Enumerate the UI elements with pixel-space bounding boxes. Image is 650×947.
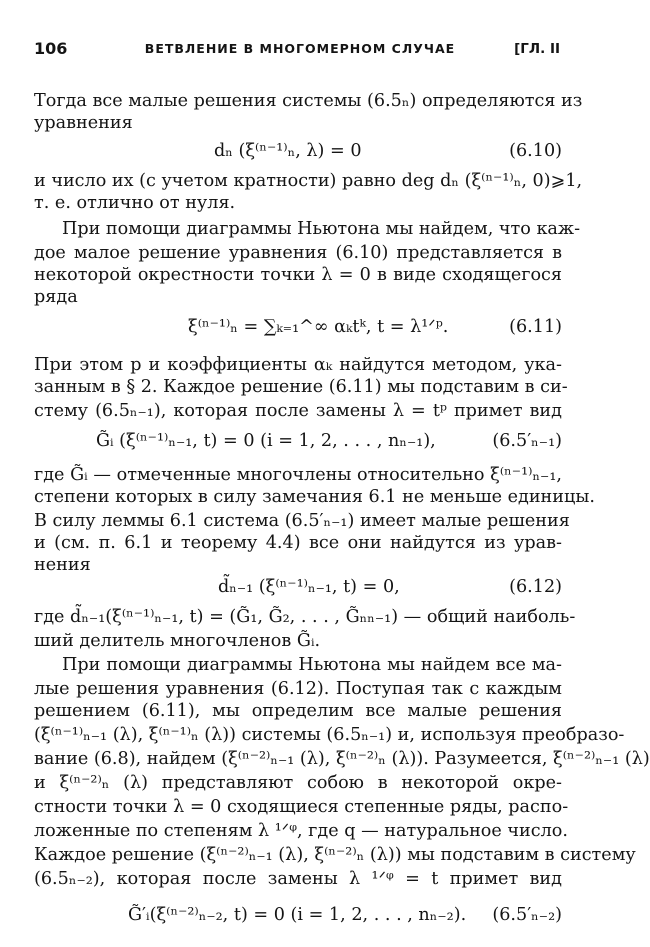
text-line: некоторой окрестности точки λ = 0 в виде сходящегося xyxy=(34,265,562,285)
text-line: ложенные по степеням λ ¹ᐟᵠ, где q — натуральное число. xyxy=(34,821,568,841)
equation-number: (6.5′ₙ₋₁) xyxy=(492,431,562,451)
text-line: где d̃ₙ₋₁(ξ⁽ⁿ⁻¹⁾ₙ₋₁, t) = (G̃₁, G̃₂, . . . , G̃ₙₙ₋₁) — общий наиболь- xyxy=(34,607,576,627)
text-line: лые решения уравнения (6.12). Поступая так с каждым xyxy=(34,679,562,699)
equation-6-5-n-2 xyxy=(0,902,600,928)
equation-number: (6.10) xyxy=(509,141,562,161)
equation-number: (6.12) xyxy=(509,577,562,597)
text-line: степени которых в силу замечания 6.1 не меньше единицы. xyxy=(34,487,595,507)
text-line: При помощи диаграммы Ньютона мы найдем все ма- xyxy=(62,655,562,675)
text-line: (6.5ₙ₋₂), которая после замены λ ¹ᐟᵠ = t примет вид xyxy=(34,869,562,889)
equation-6-5-n-1 xyxy=(0,428,600,454)
equation-body: d̃ₙ₋₁ (ξ⁽ⁿ⁻¹⁾ₙ₋₁, t) = 0, xyxy=(218,577,400,597)
text-line: Тогда все малые решения системы (6.5ₙ) определяются из xyxy=(34,91,583,111)
text-line: Каждое решение (ξ⁽ⁿ⁻²⁾ₙ₋₁ (λ), ξ⁽ⁿ⁻²⁾ₙ (λ)) мы подставим в систему xyxy=(34,845,636,865)
chapter-marker: [ГЛ. II xyxy=(514,41,560,57)
text-line: т. е. отлично от нуля. xyxy=(34,193,236,213)
text-line: уравнения xyxy=(34,113,133,133)
text-line: стему (6.5ₙ₋₁), которая после замены λ = tᵖ примет вид xyxy=(34,401,562,421)
equation-6-12 xyxy=(0,574,600,600)
equation-body: dₙ (ξ⁽ⁿ⁻¹⁾ₙ, λ) = 0 xyxy=(214,141,362,161)
running-header xyxy=(0,36,600,62)
text-line: (ξ⁽ⁿ⁻¹⁾ₙ₋₁ (λ), ξ⁽ⁿ⁻¹⁾ₙ (λ)) системы (6.5ₙ₋₁) и, используя преобразо- xyxy=(34,725,625,745)
page-number: 106 xyxy=(34,39,68,58)
equation-body: ξ⁽ⁿ⁻¹⁾ₙ = ∑ₖ₌₁^∞ αₖtᵏ, t = λ¹ᐟᵖ. xyxy=(188,317,449,337)
text-line: нения xyxy=(34,555,91,575)
equation-number: (6.5′ₙ₋₂) xyxy=(492,905,562,925)
text-line: ряда xyxy=(34,287,78,307)
equation-body: G̃ᵢ (ξ⁽ⁿ⁻¹⁾ₙ₋₁, t) = 0 (i = 1, 2, . . . , nₙ₋₁), xyxy=(96,431,436,451)
text-line: и (см. п. 6.1 и теорему 4.4) все они найдутся из урав- xyxy=(34,533,562,553)
equation-6-11 xyxy=(0,314,600,340)
text-line: При помощи диаграммы Ньютона мы найдем, что каж- xyxy=(62,219,581,239)
text-line: вание (6.8), найдем (ξ⁽ⁿ⁻²⁾ₙ₋₁ (λ), ξ⁽ⁿ⁻²⁾ₙ (λ)). Разумеется, ξ⁽ⁿ⁻²⁾ₙ₋₁ (λ) xyxy=(34,749,650,769)
equation-number: (6.11) xyxy=(509,317,562,337)
running-title: ВЕТВЛЕНИЕ В МНОГОМЕРНОМ СЛУЧАЕ xyxy=(144,41,456,56)
equation-body: G̃′ᵢ(ξ⁽ⁿ⁻²⁾ₙ₋₂, t) = 0 (i = 1, 2, . . . , nₙ₋₂). xyxy=(128,905,467,925)
text-line: решением (6.11), мы определим все малые решения xyxy=(34,701,562,721)
text-line: ший делитель многочленов G̃ᵢ. xyxy=(34,631,321,651)
text-line: и ξ⁽ⁿ⁻²⁾ₙ (λ) представляют собою в некоторой окре- xyxy=(34,773,562,793)
text-line: При этом p и коэффициенты αₖ найдутся методом, ука- xyxy=(34,355,562,375)
equation-6-10 xyxy=(0,138,600,164)
text-line: и число их (с учетом кратности) равно deg dₙ (ξ⁽ⁿ⁻¹⁾ₙ, 0)⩾1, xyxy=(34,171,583,191)
text-line: стности точки λ = 0 сходящиеся степенные ряды, распо- xyxy=(34,797,569,817)
text-line: дое малое решение уравнения (6.10) представляется в xyxy=(34,243,562,263)
text-line: В силу леммы 6.1 система (6.5′ₙ₋₁) имеет малые решения xyxy=(34,511,570,531)
text-line: занным в § 2. Каждое решение (6.11) мы подставим в си- xyxy=(34,377,568,397)
text-line: где G̃ᵢ — отмеченные многочлены относительно ξ⁽ⁿ⁻¹⁾ₙ₋₁, xyxy=(34,465,562,485)
